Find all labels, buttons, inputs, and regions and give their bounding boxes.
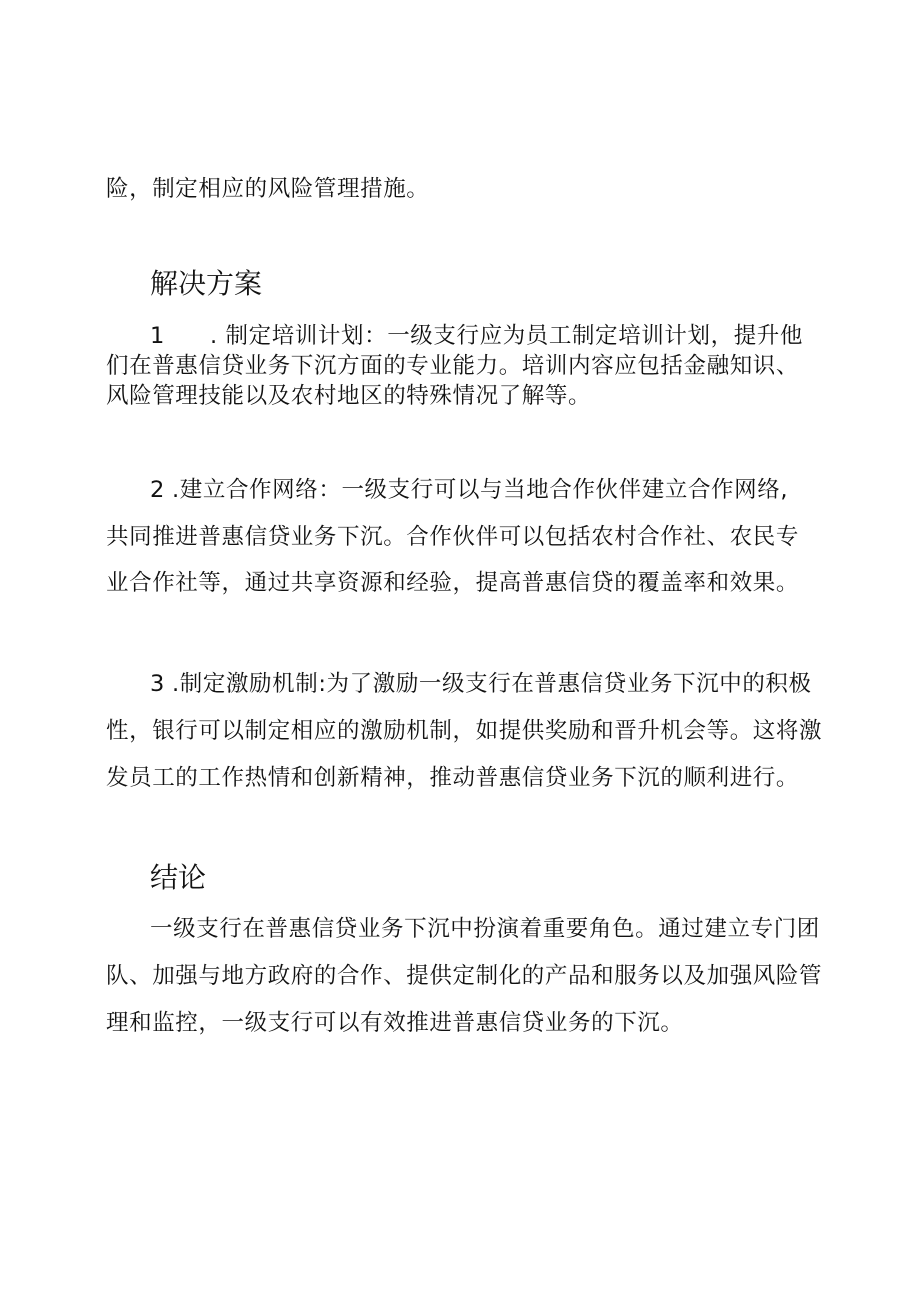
- solutions-heading: 解决方案: [150, 267, 263, 300]
- conclusion-heading: 结论: [150, 861, 207, 894]
- conclusion-line-1: 一级支行在普惠信贷业务下沉中扮演着重要角色。通过建立专门团: [150, 916, 820, 942]
- solution-item-3-line-1: [150, 669, 812, 699]
- solution-item-2-line-1: [150, 475, 788, 505]
- solution-item-3-line-2: 性，银行可以制定相应的激励机制，如提供奖励和晋升机会等。这将激: [106, 718, 823, 744]
- solution-item-3-text: .制定激励机制:为了激励一级支行在普惠信贷业务下沉中的积极: [172, 671, 812, 697]
- solution-item-1-line-2: 们在普惠信贷业务下沉方面的专业能力。培训内容应包括金融知识、: [106, 353, 800, 379]
- solution-item-2-number: 2: [150, 477, 165, 503]
- solution-item-1-text: . 制定培训计划：一级支行应为员工制定培训计划，提升他: [210, 323, 804, 349]
- solution-item-1-number: 1: [150, 323, 165, 349]
- solution-item-3-number: 3: [150, 671, 165, 697]
- solution-item-1-line-3: 风险管理技能以及农村地区的特殊情况了解等。: [106, 383, 592, 409]
- solution-item-1-line-1: [150, 321, 803, 351]
- solution-item-3-line-3: 发员工的工作热情和创新精神，推动普惠信贷业务下沉的顺利进行。: [106, 765, 800, 791]
- solution-item-2-text: .建立合作网络：一级支行可以与当地合作伙伴建立合作网络,: [172, 477, 789, 503]
- solution-item-2-line-2: 共同推进普惠信贷业务下沉。合作伙伴可以包括农村合作社、农民专: [106, 524, 800, 550]
- intro-line: 险，制定相应的风险管理措施。: [106, 176, 430, 202]
- conclusion-line-2: 队、加强与地方政府的合作、提供定制化的产品和服务以及加强风险管: [106, 963, 823, 989]
- conclusion-line-3: 理和监控，一级支行可以有效推进普惠信贷业务的下沉。: [106, 1010, 684, 1036]
- solution-item-2-line-3: 业合作社等，通过共享资源和经验，提高普惠信贷的覆盖率和效果。: [106, 570, 800, 596]
